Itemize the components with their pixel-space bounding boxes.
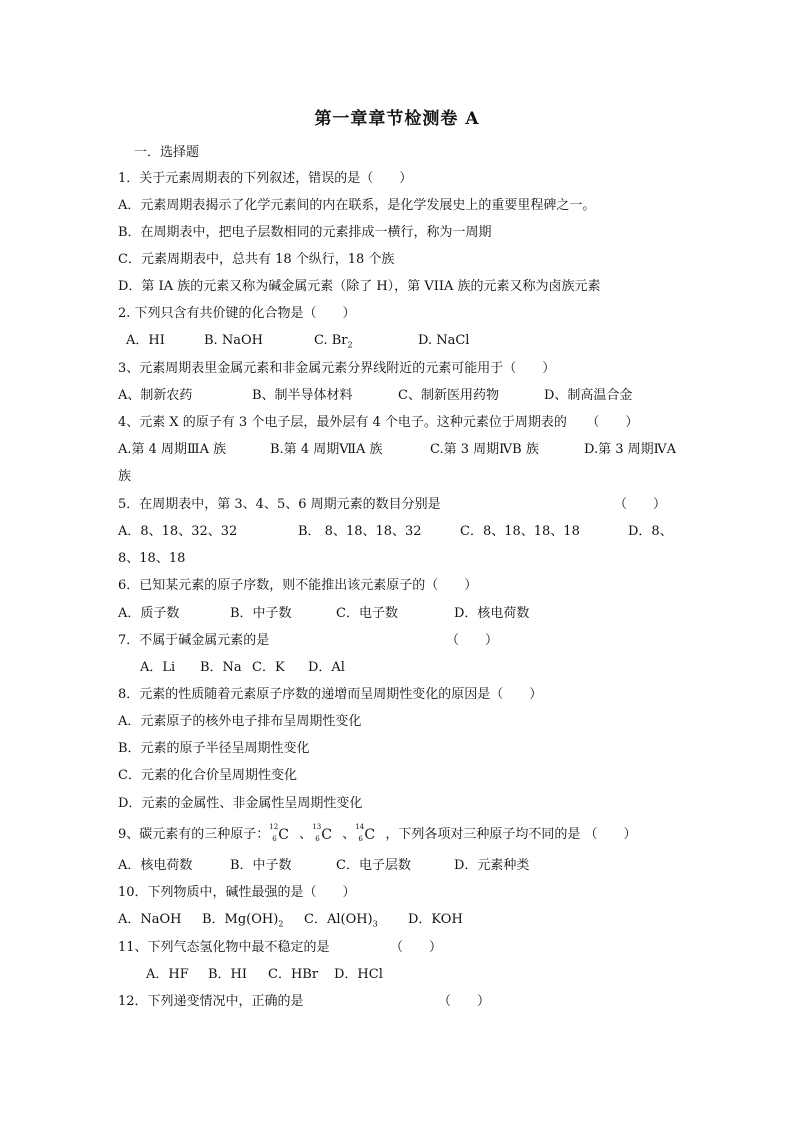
question-7-option-d: D．Al bbox=[308, 660, 345, 675]
question-3-option-a: A、制新农药 bbox=[118, 388, 193, 403]
question-4-option-d-wrap: 族 bbox=[118, 469, 132, 484]
question-8-option-a: A．元素原子的核外电子排布呈周期性变化 bbox=[118, 714, 362, 729]
question-2-option-d: D. NaCl bbox=[418, 333, 470, 348]
question-7-option-a: A．Li bbox=[140, 660, 176, 675]
question-2-option-c: C. $Br_2$ bbox=[314, 333, 353, 350]
question-4-option-b: B.第 4 周期ⅦA 族 bbox=[270, 442, 383, 457]
question-10-option-b: B．$Mg(OH)_2$ bbox=[202, 912, 284, 929]
question-5-option-c: C．8、18、18、18 bbox=[460, 524, 580, 539]
question-1-option-d: D．第 IA 族的元素又称为碱金属元素（除了 H），第 VIIA 族的元素又称为卤族元素 bbox=[118, 279, 601, 294]
question-11-option-a: A．HF bbox=[146, 967, 189, 982]
question-11-option-b: B．HI bbox=[208, 967, 248, 982]
question-1-option-c: C．元素周期表中，总共有 18 个纵行，18 个族 bbox=[118, 252, 395, 267]
question-3-option-d: D、制高温合金 bbox=[544, 388, 633, 403]
question-11-option-c: C．HBr bbox=[268, 967, 319, 982]
question-6-option-b: B．中子数 bbox=[230, 606, 292, 621]
question-11-stem: 11、下列气态氢化物中最不稳定的是 bbox=[118, 940, 330, 955]
question-6-stem: 6．已知某元素的原子序数，则不能推出该元素原子的（ ） bbox=[118, 578, 478, 593]
question-11-options bbox=[118, 966, 678, 984]
carbon-13-notation: 13 6 C bbox=[312, 823, 333, 843]
question-9-option-c: C．电子层数 bbox=[336, 858, 411, 873]
question-7-stem: 7．不属于碱金属元素的是 bbox=[118, 633, 270, 648]
question-9-option-b: B．中子数 bbox=[230, 858, 292, 873]
question-2-option-b: B. NaOH bbox=[204, 333, 263, 348]
question-7-bracket: （ ） bbox=[446, 633, 499, 648]
question-4-option-a: A.第 4 周期ⅢA 族 bbox=[118, 442, 227, 457]
question-7-option-c: C．K bbox=[252, 660, 285, 675]
question-5-bracket: （ ） bbox=[614, 497, 667, 512]
question-2-options bbox=[118, 332, 678, 350]
question-9-option-a: A．核电荷数 bbox=[118, 858, 193, 873]
question-5-option-d-wrap: 8、18、18 bbox=[118, 551, 186, 566]
question-8-option-c: C．元素的化合价呈周期性变化 bbox=[118, 768, 297, 783]
question-1-stem: 1．关于元素周期表的下列叙述，错误的是（ ） bbox=[118, 171, 413, 186]
page-title: 第一章章节检测卷 A bbox=[314, 109, 480, 129]
question-4-option-c: C.第 3 周期ⅣB 族 bbox=[430, 442, 539, 457]
question-10-stem: 10．下列物质中，碱性最强的是（ ） bbox=[118, 885, 356, 900]
question-9-stem: 9、碳元素有的三种原子： 12 6 C 、 13 6 C 、 14 6 C ，下列各项对三种原子均不同的是 （ ） bbox=[118, 823, 637, 843]
question-5-option-a: A．8、18、32、32 bbox=[118, 524, 238, 539]
question-5-stem: 5．在周期表中，第 3、4、5、6 周期元素的数目分别是 bbox=[118, 497, 441, 512]
question-10-option-a: A．NaOH bbox=[118, 912, 182, 927]
question-4-options bbox=[118, 441, 678, 459]
question-4-stem: 4、元素 X 的原子有 3 个电子层，最外层有 4 个电子。这种元素位于周期表的 （ ） bbox=[118, 415, 639, 430]
question-5-options bbox=[118, 523, 678, 541]
question-8-option-b: B．元素的原子半径呈周期性变化 bbox=[118, 741, 310, 756]
question-5-option-b: B． 8、18、18、32 bbox=[298, 524, 422, 539]
question-10-option-d: D．KOH bbox=[408, 912, 463, 927]
question-3-options bbox=[118, 387, 678, 405]
question-10-option-c: C．$Al(OH)_3$ bbox=[304, 912, 378, 929]
carbon-12-notation: 12 6 C bbox=[269, 823, 289, 843]
question-1-option-b: B．在周期表中，把电子层数相同的元素排成一横行，称为一周期 bbox=[118, 225, 492, 240]
question-12-bracket: （ ） bbox=[438, 994, 491, 1009]
question-2-stem: 2. 下列只含有共价键的化合物是（ ） bbox=[118, 306, 356, 321]
question-11-bracket: （ ） bbox=[390, 940, 443, 955]
question-3-stem: 3、元素周期表里金属元素和非金属元素分界线附近的元素可能用于（ ） bbox=[118, 361, 556, 376]
question-9-options bbox=[118, 857, 678, 875]
question-10-options bbox=[118, 911, 678, 929]
question-5-option-d: D．8、 bbox=[628, 524, 673, 539]
question-8-stem: 8．元素的性质随着元素原子序数的递增而呈周期性变化的原因是（ ） bbox=[118, 687, 543, 702]
question-6-options bbox=[118, 605, 678, 623]
question-12-stem: 12．下列递变情况中，正确的是 bbox=[118, 994, 304, 1009]
question-8-option-d: D．元素的金属性、非金属性呈周期性变化 bbox=[118, 796, 363, 811]
carbon-14-notation: 14 6 C bbox=[355, 823, 376, 843]
question-6-option-a: A．质子数 bbox=[118, 606, 180, 621]
question-6-option-d: D．核电荷数 bbox=[454, 606, 530, 621]
question-2-option-a: A．HI bbox=[126, 333, 165, 348]
question-3-option-b: B、制半导体材料 bbox=[252, 388, 353, 403]
section-heading: 一．选择题 bbox=[134, 145, 200, 160]
question-7-option-b: B．Na bbox=[200, 660, 242, 675]
question-9-option-d: D．元素种类 bbox=[454, 858, 530, 873]
question-6-option-c: C．电子数 bbox=[336, 606, 398, 621]
question-11-option-d: D．HCl bbox=[334, 967, 383, 982]
question-1-option-a: A．元素周期表揭示了化学元素间的内在联系，是化学发展史上的重要里程碑之一。 bbox=[118, 198, 596, 213]
question-7-options bbox=[118, 659, 678, 677]
question-4-option-d: D.第 3 周期ⅣA bbox=[584, 442, 677, 457]
question-3-option-c: C、制新医用药物 bbox=[398, 388, 499, 403]
